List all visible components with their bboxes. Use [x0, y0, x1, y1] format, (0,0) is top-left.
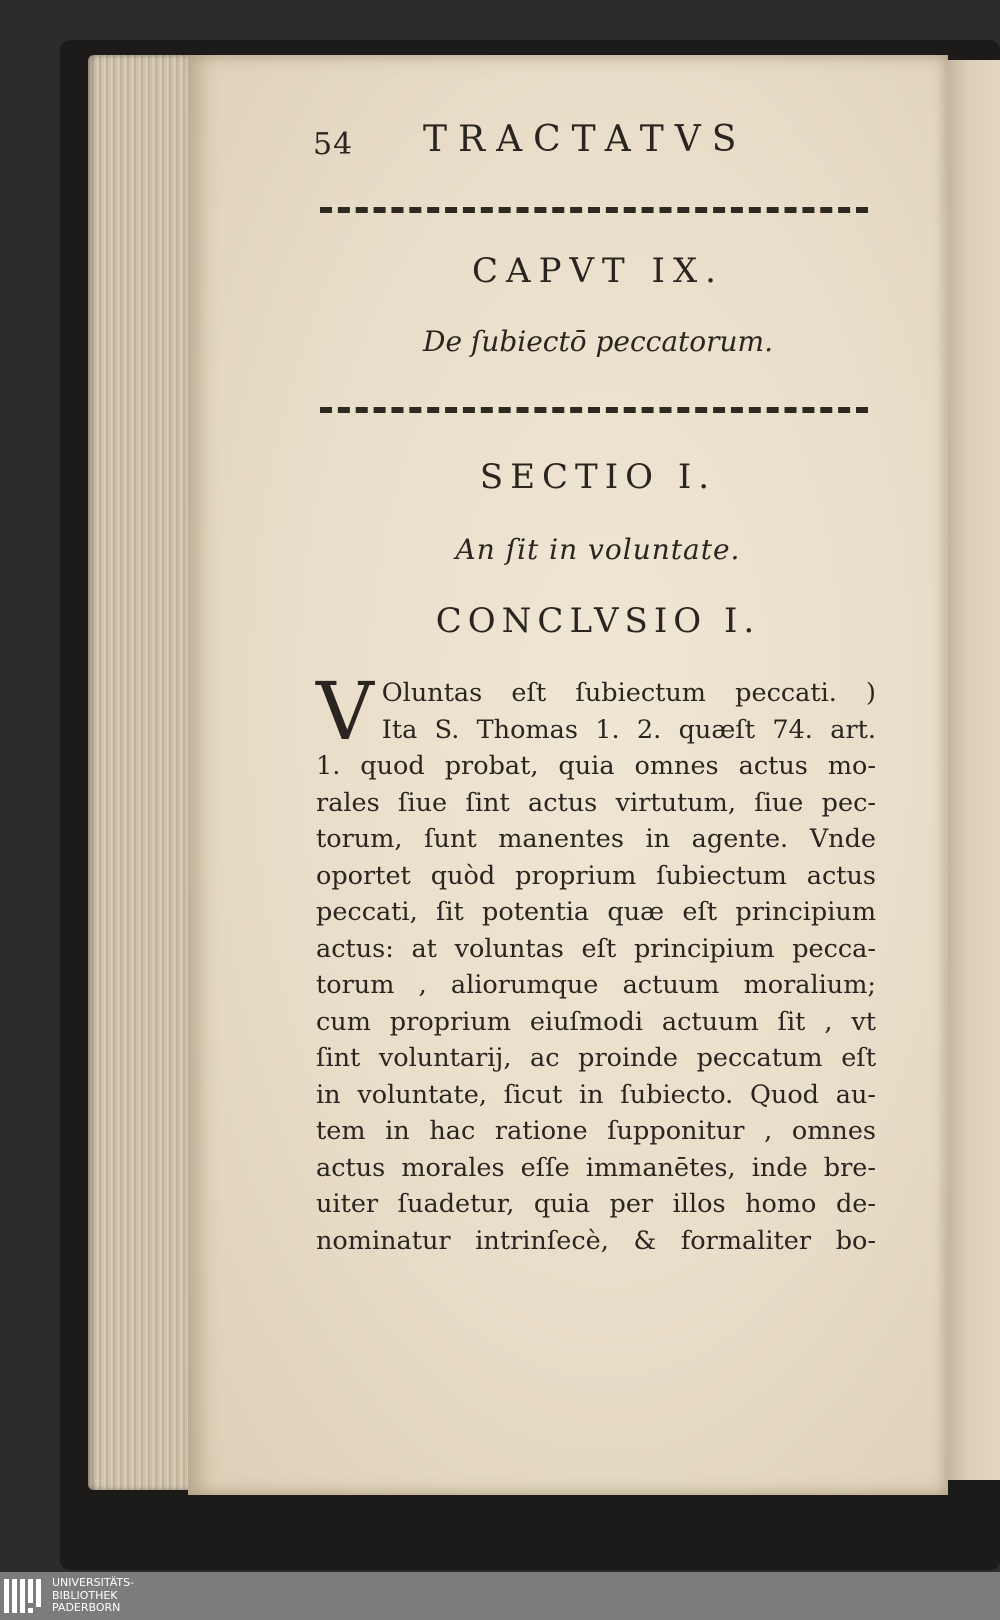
section-subtitle: An ſit in voluntate. — [455, 533, 741, 566]
book-page — [188, 55, 948, 1495]
footer-bar — [0, 1572, 1000, 1620]
library-name-line2: BIBLIOTHEK — [52, 1588, 118, 1602]
text-line: rales ſiue ſint actus virtutum, ſiue pec- — [316, 787, 876, 818]
ornamental-rule-top — [320, 207, 868, 213]
text-line: uiter ſuadetur, quia per illos homo de- — [316, 1189, 876, 1219]
text-line: torum , aliorumque actuum moralium; — [316, 970, 876, 1000]
text-line: Oluntas eſt ſubiectum peccati. ) — [381, 678, 876, 708]
text-line: Ita S. Thomas 1. 2. quæſt 74. art. — [381, 714, 876, 745]
body-text — [316, 665, 876, 1259]
text-line: peccati, ſit potentia quæ eſt principium — [316, 897, 876, 927]
university-library-logo-icon — [4, 1579, 44, 1613]
text-line: in voluntate, ſicut in ſubiecto. Quod au- — [316, 1079, 876, 1110]
text-line: nominatur intrinſecè, & formaliter bo- — [316, 1225, 876, 1256]
library-name-line1: UNIVERSITÄTS- — [52, 1576, 135, 1589]
conclusion-heading: CONCLVSIO I. — [435, 601, 761, 641]
text-line: ſint voluntarij, ac proinde peccatum eſt — [316, 1043, 876, 1073]
text-line: oportet quòd proprium ſubiectum actus — [316, 860, 876, 891]
chapter-heading: CAPVT IX. — [472, 251, 724, 291]
page-number: 54 — [313, 127, 354, 162]
library-name — [52, 1577, 134, 1615]
text-line: actus morales eſſe immanētes, inde bre- — [316, 1152, 876, 1183]
page-stack-edges — [88, 55, 196, 1490]
text-line: torum, ſunt manentes in agente. Vnde — [316, 824, 876, 854]
text-line: cum proprium eiuſmodi actuum ſit , vt — [316, 1006, 876, 1037]
running-title: TRACTATVS — [423, 119, 748, 160]
text-line: 1. quod probat, quia omnes actus mo- — [316, 751, 876, 781]
drop-cap: V — [316, 665, 374, 758]
text-line: actus: at voluntas eſt principium pecca- — [316, 933, 876, 964]
ornamental-rule-bottom — [320, 407, 868, 413]
text-line: tem in hac ratione ſupponitur , omnes — [316, 1116, 876, 1146]
section-heading: SECTIO I. — [479, 457, 717, 497]
library-name-line3: PADERBORN — [52, 1601, 121, 1614]
chapter-subtitle: De ſubiectō peccatorum. — [423, 325, 773, 358]
